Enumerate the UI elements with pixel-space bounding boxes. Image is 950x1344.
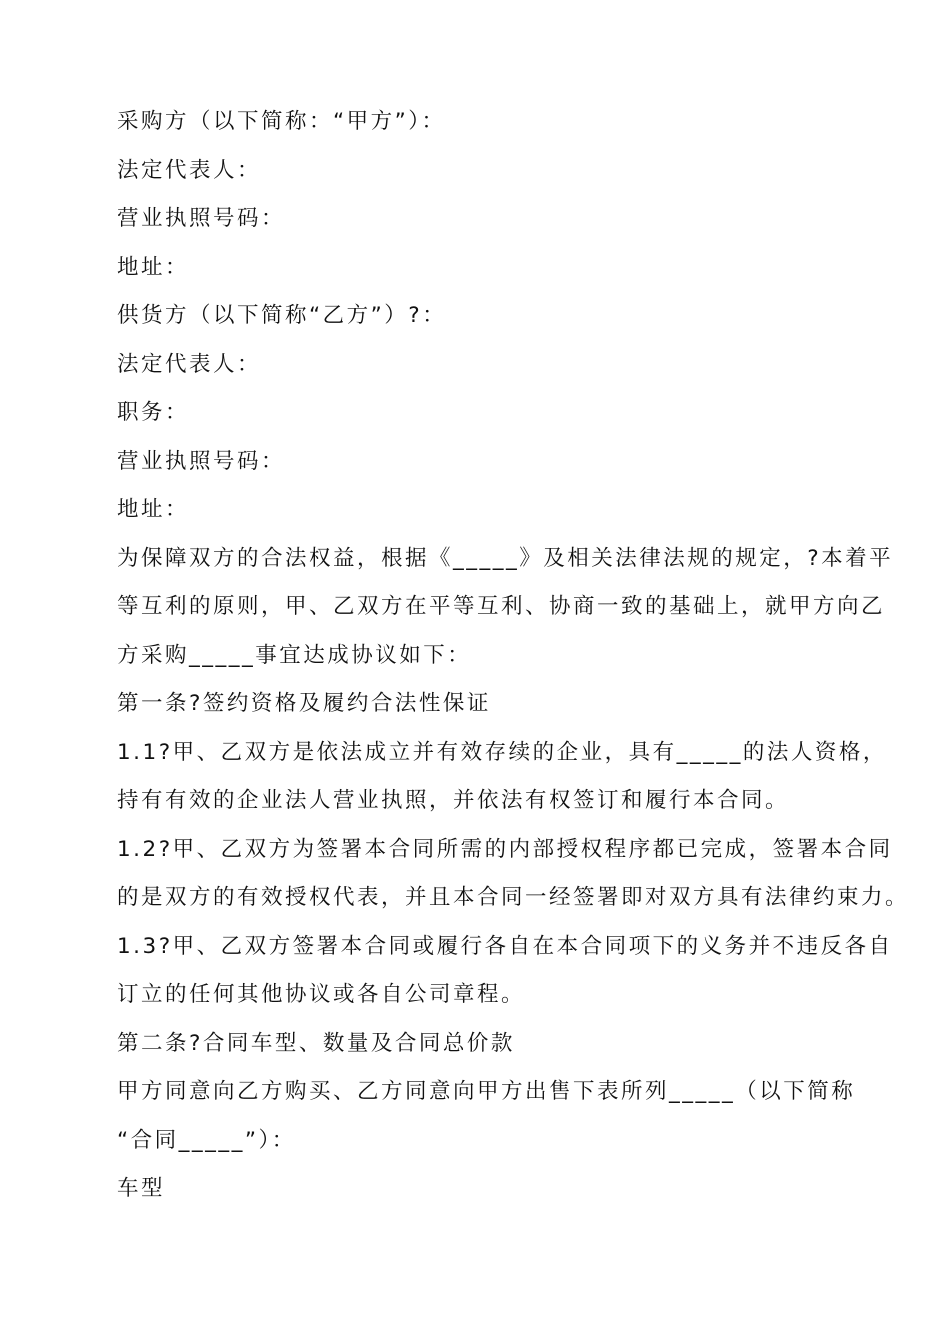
article-1-title: 第一条?签约资格及履约合法性保证: [117, 691, 491, 716]
article-2-title: 第二条?合同车型、数量及合同总价款: [117, 1030, 515, 1056]
article-2-line-2: “合同_____”）：: [117, 1127, 296, 1153]
preamble-line-3: 方采购_____事宜达成协议如下：: [117, 642, 472, 668]
supplier-license-number: 营业执照号码：: [117, 448, 286, 474]
supplier-heading: 供货方（以下简称“乙方”）?：: [117, 303, 447, 328]
buyer-heading: 采购方（以下简称：“甲方”）：: [117, 109, 446, 134]
preamble-line-2: 等互利的原则，甲、乙双方在平等互利、协商一致的基础上，就甲方向乙: [117, 594, 886, 619]
vehicle-model-label: 车型: [117, 1176, 166, 1201]
buyer-legal-representative: 法定代表人：: [117, 157, 262, 183]
clause-1-1-line-1: 1.1?甲、乙双方是依法成立并有效存续的企业，具有_____的法人资格，: [117, 739, 887, 765]
buyer-address: 地址：: [117, 254, 190, 280]
supplier-legal-representative: 法定代表人：: [117, 351, 262, 377]
supplier-position: 职务：: [117, 400, 190, 425]
buyer-license-number: 营业执照号码：: [117, 206, 286, 231]
clause-1-2-line-1: 1.2?甲、乙双方为签署本合同所需的内部授权程序都已完成，签署本合同: [117, 836, 893, 862]
supplier-address: 地址：: [117, 497, 190, 522]
clause-1-3-line-2: 订立的任何其他协议或各自公司章程。: [117, 982, 526, 1007]
clause-1-3-line-1: 1.3?甲、乙双方签署本合同或履行各自在本合同项下的义务并不违反各自: [117, 933, 893, 959]
clause-1-2-line-2: 的是双方的有效授权代表，并且本合同一经签署即对双方具有法律约束力。: [117, 885, 910, 910]
preamble-line-1: 为保障双方的合法权益，根据《_____》及相关法律法规的规定，?本着平: [117, 545, 894, 571]
contract-body: [117, 98, 910, 1214]
article-2-line-1: 甲方同意向乙方购买、乙方同意向甲方出售下表所列_____（以下简称: [117, 1079, 856, 1104]
clause-1-1-line-2: 持有有效的企业法人营业执照，并依法有权签订和履行本合同。: [117, 788, 790, 813]
